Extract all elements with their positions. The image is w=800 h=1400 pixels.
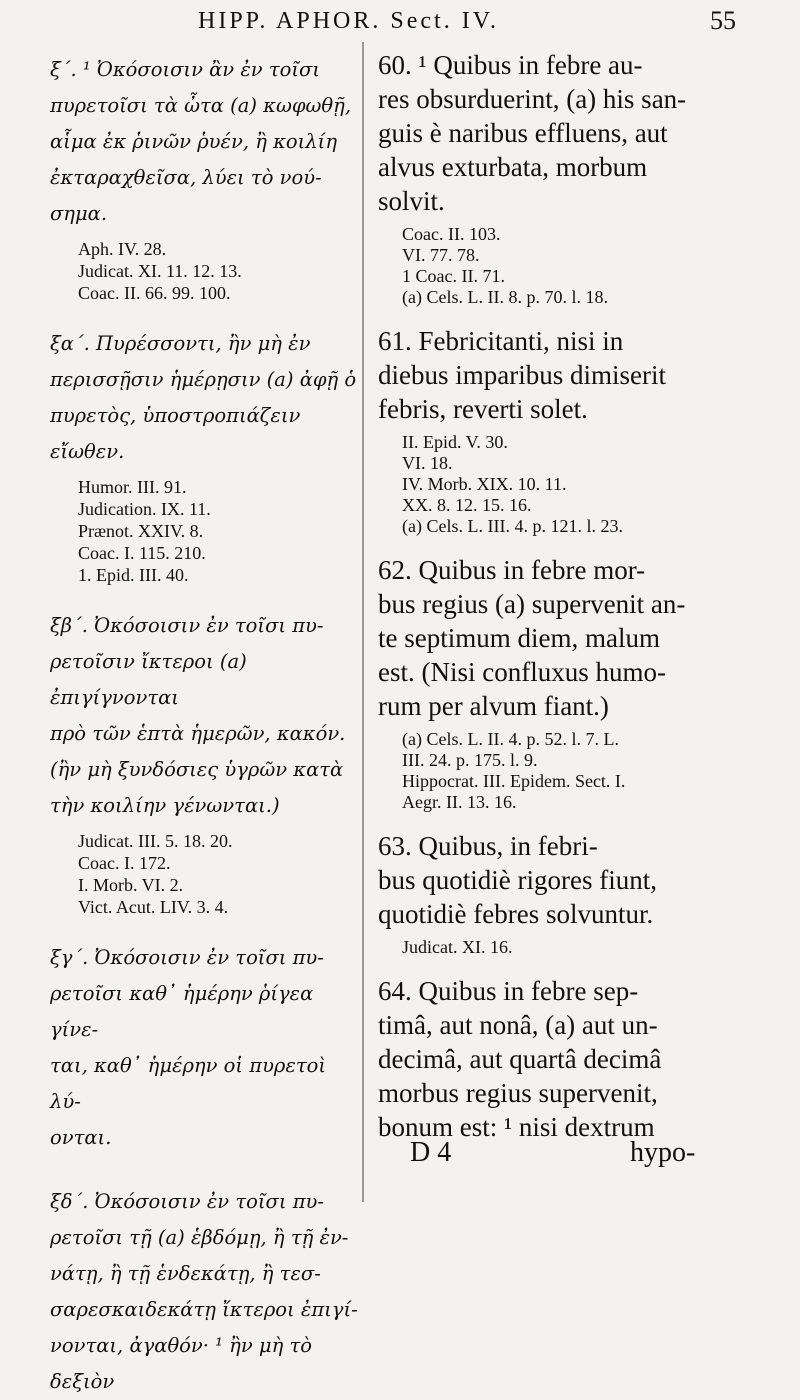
greek-aphorism-62: ξβ΄. Ὀκόσοισιν ἐν τοῖσι πυ- ρετοῖσιν ἴκτεροι (a) ἐπιγίγνονται πρὸ τῶν ἑπτὰ ἡμερῶν, κακόν. (ἢν μὴ ξυνδόσιες ὑγρῶν κατὰ τὴν κοιλίην γένωνται.)	[50, 614, 346, 817]
latin-refs-60: Coac. II. 103. VI. 77. 78. 1 Coac. II. 71. (a) Cels. L. II. 8. p. 70. l. 18.	[402, 224, 608, 307]
column-divider	[362, 42, 364, 1202]
latin-aphorism-64: 64. Quibus in febre sep- timâ, aut nonâ, (a) aut un- decimâ, aut quartâ decimâ morbus regius supervenit, bonum est: ¹ nisi dextrum	[378, 976, 662, 1142]
latin-refs-63: Judicat. XI. 16.	[402, 937, 513, 957]
latin-refs-62: (a) Cels. L. II. 4. p. 52. l. 7. L. III. 24. p. 175. l. 9. Hippocrat. III. Epidem. Sect. I. Aegr. II. 13. 16.	[402, 729, 626, 812]
signature-mark: D 4	[410, 1137, 452, 1168]
latin-column	[378, 48, 718, 1144]
greek-aphorism-63: ξγ΄. Ὀκόσοισιν ἐν τοῖσι πυ- ρετοῖσι καθ᾿ ἡμέρην ῥίγεα γίνε- ται, καθ᾿ ἡμέρην οἱ πυρετοὶ λύ- ονται.	[50, 946, 327, 1149]
greek-refs-61: Humor. III. 91. Judication. IX. 11. Prænot. XXIV. 8. Coac. I. 115. 210. 1. Epid. III. 40.	[78, 477, 211, 585]
greek-aphorism-61: ξα΄. Πυρέσσοντι, ἢν μὴ ἐν περισσῇσιν ἡμέρῃσιν (a) ἀφῇ ὁ πυρετὸς, ὑποστροπιάζειν εἴωθεν.	[50, 332, 357, 463]
latin-aphorism-61: 61. Febricitanti, nisi in diebus imparibus dimiserit febris, reverti solet.	[378, 326, 666, 424]
running-title: HIPP. APHOR. Sect. IV.	[198, 8, 499, 34]
greek-aphorism-60: ξ΄. ¹ Ὀκόσοισιν ἂν ἐν τοῖσι πυρετοῖσι τὰ ὦτα (a) κωφωθῇ, αἷμα ἐκ ῥινῶν ῥυέν, ἢ κοιλίη ἐκταραχθεῖσα, λύει τὸ νού- σημα.	[50, 58, 352, 225]
page-number: 55	[710, 6, 736, 35]
latin-aphorism-63: 63. Quibus, in febri- bus quotidiè rigores fiunt, quotidiè febres solvuntur.	[378, 831, 657, 929]
latin-refs-61: II. Epid. V. 30. VI. 18. IV. Morb. XIX. 10. 11. XX. 8. 12. 15. 16. (a) Cels. L. III. 4. p. 121. l. 23.	[402, 432, 623, 536]
latin-aphorism-60: 60. ¹ Quibus in febre au- res obsurduerint, (a) his san- guis è naribus effluens, aut alvus exturbata, morbum solvit.	[378, 50, 687, 216]
greek-column	[50, 48, 360, 1400]
page-header	[0, 4, 800, 38]
greek-aphorism-64: ξδ΄. Ὀκόσοισιν ἐν τοῖσι πυ- ρετοῖσι τῇ (a) ἑβδόμῃ, ἢ τῇ ἐν- νάτῃ, ἢ τῇ ἑνδεκάτῃ, ἢ τεσ- σαρεσκαιδεκάτῃ ἴκτεροι ἐπιγί- νονται, ἀγαθόν· ¹ ἢν μὴ τὸ δεξιὸν	[50, 1190, 358, 1393]
latin-aphorism-62: 62. Quibus in febre mor- bus regius (a) supervenit an- te septimum diem, malum est. (Nisi confluxus humo- rum per alvum fiant.)	[378, 555, 686, 721]
catchword: hypo-	[630, 1137, 696, 1168]
greek-refs-60: Aph. IV. 28. Judicat. XI. 11. 12. 13. Coac. II. 66. 99. 100.	[78, 239, 242, 303]
greek-refs-62: Judicat. III. 5. 18. 20. Coac. I. 172. I. Morb. VI. 2. Vict. Acut. LIV. 3. 4.	[78, 831, 233, 917]
